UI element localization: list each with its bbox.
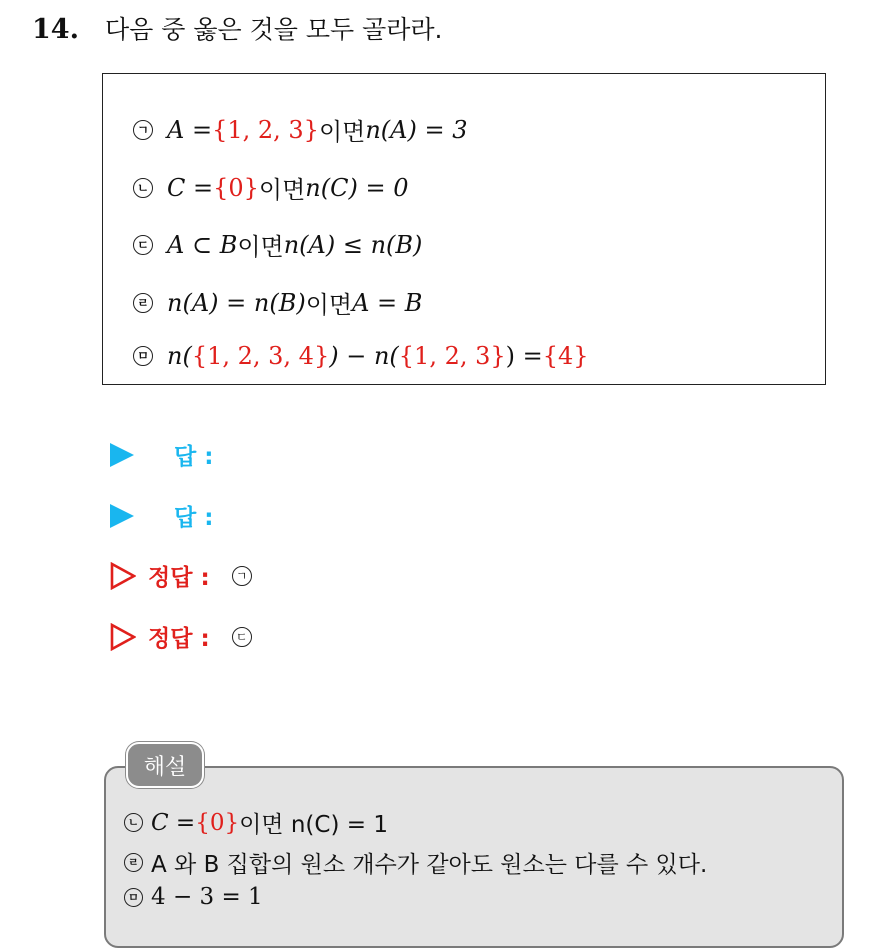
answer-label-2: 답 : — [174, 505, 214, 531]
correct-answer-row-2 — [110, 620, 266, 653]
choice-5-set2: {1, 2, 3} — [398, 342, 506, 370]
choice-1 — [133, 112, 467, 147]
circled-marker-5: ㅁ — [133, 346, 153, 366]
play-outline-icon — [110, 623, 136, 651]
choice-4-rhs: A = B — [352, 288, 423, 317]
explanation-marker-1: ㄴ — [124, 813, 143, 832]
question-header — [32, 10, 442, 46]
choice-2-lhs: C = — [167, 173, 214, 202]
play-outline-icon — [110, 562, 136, 590]
correct-answer-label-1: 정답 : — [148, 565, 210, 591]
explanation-line-1 — [124, 806, 388, 839]
choice-5-set3: {4} — [542, 342, 589, 370]
choice-2-set: {0} — [213, 173, 259, 202]
circled-marker-4: ㄹ — [133, 293, 153, 313]
explanation-tag: 해설 — [126, 742, 204, 788]
choice-1-set: {1, 2, 3} — [212, 115, 319, 144]
explanation-line-2 — [124, 846, 707, 879]
explanation-line-2-text: A 와 B 집합의 원소 개수가 같아도 원소는 다를 수 있다. — [151, 852, 708, 878]
choice-4-lhs: n(A) = n(B) — [167, 288, 306, 317]
choice-3 — [133, 227, 422, 262]
explanation-line-1-set: {0} — [195, 809, 240, 836]
answer-label-1: 답 : — [174, 444, 214, 470]
choice-5-part3: ) = — [505, 342, 543, 370]
choice-2-rhs: n(C) = 0 — [305, 173, 409, 202]
choice-1-lhs: A = — [167, 115, 213, 144]
choice-3-rhs: n(A) ≤ n(B) — [283, 230, 423, 259]
question-number: 14. — [32, 14, 79, 45]
choice-5-part2: ) − n( — [329, 342, 399, 370]
circled-marker-2: ㄴ — [133, 178, 153, 198]
answer-row-1 — [110, 438, 213, 471]
explanation-line-1-rest: 이면 n(C) = 1 — [239, 812, 388, 838]
question-text: 다음 중 옳은 것을 모두 골라라. — [104, 15, 443, 44]
choice-4-ifthen: 이면 — [305, 291, 353, 319]
play-filled-icon — [110, 443, 134, 467]
choice-1-rhs: n(A) = 3 — [365, 115, 468, 144]
explanation-marker-3: ㅁ — [124, 888, 143, 907]
correct-answer-row-1 — [110, 559, 266, 592]
choice-2 — [133, 170, 408, 205]
choice-3-lhs: A ⊂ B — [167, 230, 238, 259]
choice-1-ifthen: 이면 — [318, 118, 366, 146]
explanation-box — [104, 766, 844, 948]
circled-marker-1: ㄱ — [133, 120, 153, 140]
choice-5-part1: n( — [167, 342, 192, 370]
correct-answer-value-1: ㄱ — [232, 566, 252, 586]
correct-answer-label-2: 정답 : — [148, 626, 210, 652]
choices-box — [102, 73, 826, 385]
explanation-marker-2: ㄹ — [124, 853, 143, 872]
circled-marker-3: ㄷ — [133, 235, 153, 255]
choice-3-ifthen: 이면 — [237, 233, 284, 261]
choice-2-ifthen: 이면 — [258, 176, 306, 204]
choice-4 — [133, 285, 422, 320]
choice-5-set1: {1, 2, 3, 4} — [191, 342, 330, 370]
explanation-line-3 — [124, 884, 263, 910]
answer-row-2 — [110, 499, 213, 532]
correct-answer-value-2: ㄷ — [232, 627, 252, 647]
explanation-line-3-text: 4 − 3 = 1 — [151, 884, 263, 910]
explanation-line-1-lhs: C = — [151, 809, 196, 836]
play-filled-icon — [110, 504, 134, 528]
choice-5 — [133, 342, 589, 370]
